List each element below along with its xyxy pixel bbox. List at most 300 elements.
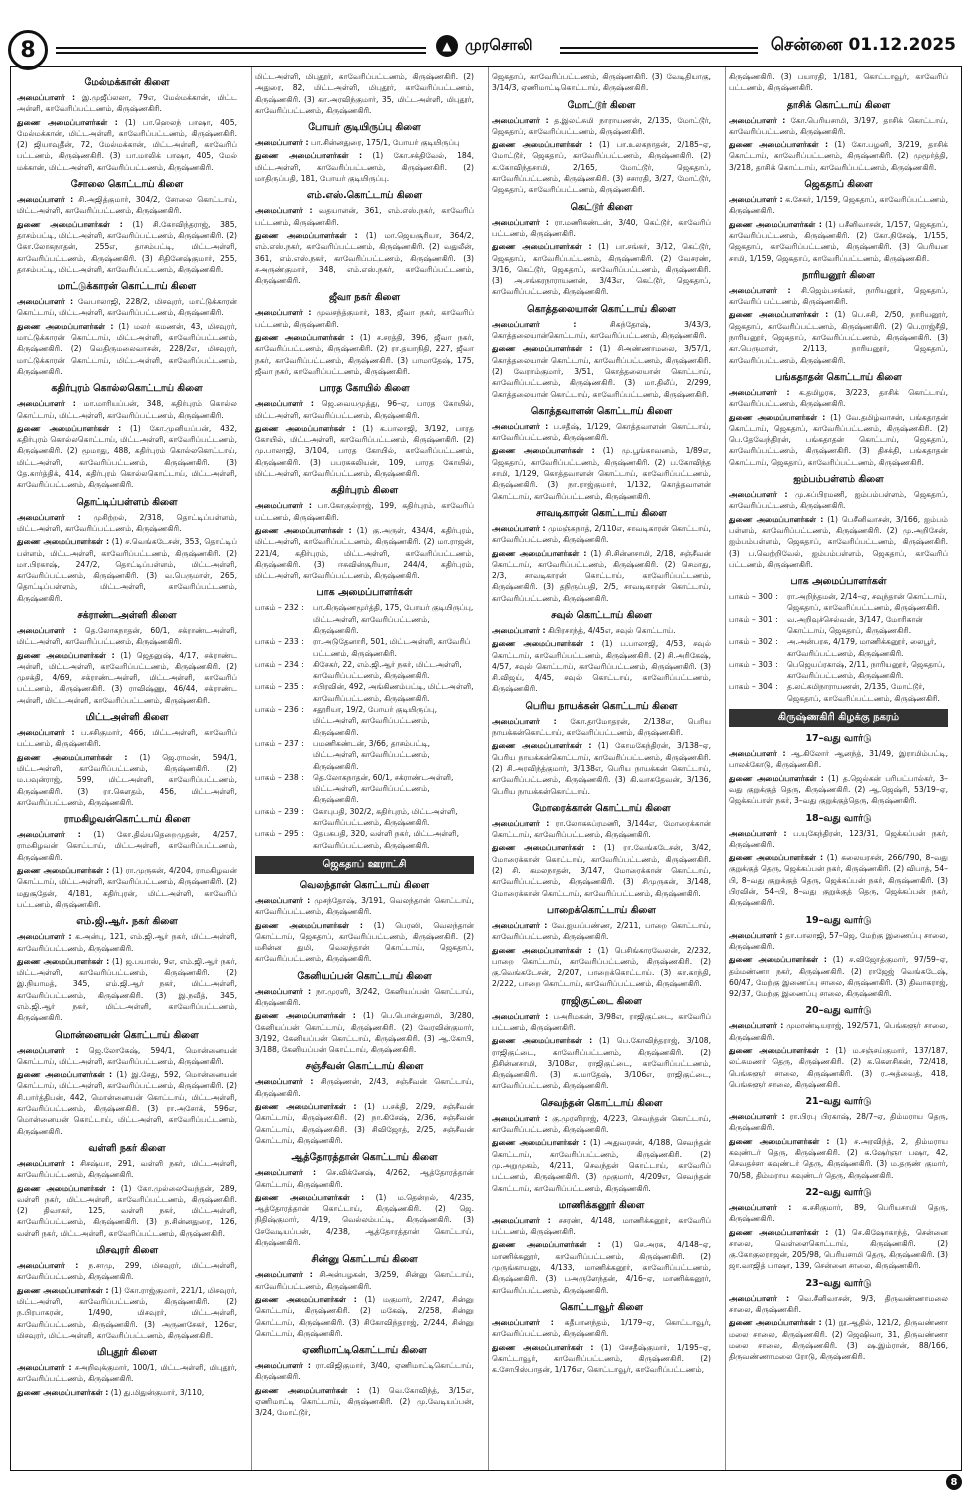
booth-organizer: பெஜெயப்ரகாஷ், 2/11, நாரியனூர், ஜெகதாப், காவேரிப்பட்டணம், கிருஷ்ணகிரி. xyxy=(787,659,946,681)
booth-organizer: அ.அன்பரசு, 4/179, மாணிக்கனூர், லைபூர், காவேரிப்பட்டணம், கிருஷ்ணகிரி. xyxy=(787,637,937,658)
organizer-entry xyxy=(492,625,711,636)
organizer-details: பா.சின்னதுரை, 175/1, போயர் குடியிருப்பு xyxy=(310,138,460,148)
branch-heading: சவுல் கொட்டாய் கிளை xyxy=(551,609,652,621)
organizer-details: சிசுந்தோஷ், 3/43/3, கொத்தலையான்கொட்டாய், காவேரிப்பட்டணம், கிருஷ்ணகிரி. xyxy=(492,319,711,341)
role-label: அமைப்பாளர் : xyxy=(255,501,312,511)
booth-organizer: தெ.லோகநாதன், 60/1, சக்ராண்டஅள்ளி, மிட்டஅள்ளி, காவேரிப்பட்டணம், கிருஷ்ணகிரி. xyxy=(313,772,454,805)
role-label: துணை அமைப்பாளர்கள் : xyxy=(17,752,128,762)
organizer-details: வெ.சீனிவாசன், 9/3, திருவண்ணாமலை சாலை, கிருஷ்ணகிரி. xyxy=(729,1293,948,1315)
organizer-details: சஅறிவுக்குமார், 100/1, மிட்டஅள்ளி, மிபுதூர், காவேரிப்பட்டணம், கிருஷ்ணகிரி. xyxy=(17,1363,237,1384)
organizer-entry xyxy=(729,489,948,512)
organizer-entry xyxy=(255,1192,474,1248)
organizer-entry xyxy=(729,954,948,999)
booth-number: பாகம் – 234 : xyxy=(255,659,304,669)
role-label: அமைப்பாளர் : xyxy=(17,93,76,102)
role-label: அமைப்பாளர் : xyxy=(17,1158,75,1168)
column-4 xyxy=(725,67,951,1470)
organizer-entry xyxy=(255,1385,474,1419)
role-label: அமைப்பாளர் : xyxy=(492,523,546,533)
role-label: துணை அமைப்பாளர்கள் : xyxy=(492,639,594,649)
role-label: அமைப்பாளர் : xyxy=(729,930,783,940)
newspaper-brand: முரசொலி xyxy=(465,36,533,54)
role-label: அமைப்பாளர் : xyxy=(729,195,783,205)
organizer-entry xyxy=(729,1227,948,1272)
organizer-details: (1) பெசீனிவாசன், 3/166, ஐம்பம் பள்ளம், காவேரிப்பட்டணம், கிருஷ்ணகிரி. (2) மு.அறிசேன், ஐம்பம்பள்ளம், ஜெகதாப், காவேரிப்பட்டணம், கிருஷ்ணகிரி. (3) ப.வெற்றிவேல், ஐம்பம்பள்ளம், ஜெகதாப், காவேரிப் பட்டணம், கிருஷ்ணகிரி. xyxy=(729,514,948,569)
organizer-details: ப.யுகேந்திரன், 123/31, ஜெக்கப்பன் நகர், கிருஷ்ணகிரி. xyxy=(729,828,948,849)
booth-number: பாகம் – 300 : xyxy=(729,592,778,602)
organizer-entry xyxy=(17,423,237,491)
organizer-entry xyxy=(255,1010,474,1055)
logo-icon: ▲ xyxy=(436,35,458,57)
organizer-details: வதயாளன், 361, எம்.எஸ்.நகர், காவேரிப் பட்டணம், கிருஷ்ணகிரி. xyxy=(255,206,474,227)
section-banner: ஜெகதாப் ஊராட்சி xyxy=(255,856,474,874)
role-label: துணை அமைப்பாளர்கள் : xyxy=(255,1011,356,1021)
role-label: துணை அமைப்பாளர்கள் : xyxy=(17,219,123,229)
role-label: துணை அமைப்பாளர்கள் : xyxy=(17,117,118,127)
branch-heading: செவந்தன் கொட்டாய் கிளை xyxy=(540,1097,663,1109)
organizer-details: ப.சசிகுமார், 466, மிட்டஅள்ளி, காவேரிப் பட்டணம், கிருஷ்ணகிரி. xyxy=(17,728,237,749)
branch-heading: மாட்டுக்காரன் கொட்டாய் கிளை xyxy=(57,281,197,293)
organizer-entry xyxy=(17,219,237,275)
role-label: துணை அமைப்பாளர்கள் : xyxy=(255,1102,357,1112)
booth-entry xyxy=(255,704,474,738)
booth-organizer: வ.அறிவுச்செல்வன், 3/147, மோரிகான் கொட்டாய், ஜெகதாப், கிருஷ்ணகிரி. xyxy=(787,614,923,635)
branch-heading: சாவடிகாரன் கொட்டாய் கிளை xyxy=(536,507,667,519)
role-label: அமைப்பாளர் : xyxy=(492,1317,554,1327)
branch-heading: 21–வது வார்டு xyxy=(805,1096,872,1108)
organizer-entry xyxy=(492,945,711,990)
branch-heading: மிசவுரர் கிளை xyxy=(95,1245,159,1257)
organizer-details: (1) பா.உலகநாதன், 2/185–ஏ, மோட்டூர், ஜெகதாப், காவேரிப்பட்டணம், கிருஷ்ணகிரி. (2) க.கோவிந்தசாமி, 2/165, மோட்டூர், ஜெகதாப், காவேரிப்பட்டணம், கிருஷ்ணகிரி. (3) சசாரதி, 3/27, மோட்டூர், ஜெகதாப், காவேரிப்பட்டணம், கிருஷ்ணகிரி. xyxy=(492,140,711,195)
branch-heading: ராமகிழவன்கொட்டாய் கிளை xyxy=(63,814,191,826)
organizer-details: சசரண், 4/148, மாணிக்கனூர், காவேரிப் பட்டணம், கிருஷ்ணகிரி. xyxy=(492,1215,711,1237)
organizer-entry xyxy=(492,638,711,694)
masthead-rule-left xyxy=(56,47,426,54)
organizer-entry xyxy=(729,285,948,308)
role-label: துணை அமைப்பாளர்கள் : xyxy=(729,140,829,150)
organizer-details: (1) பெ.கோவிந்தராஜ், 3/108, ராஜிகுட்டை, காவேரிப்பட்டணம், கிருஷ்ணகிரி. (2) திசின்னசாமி, 3/108எ, ராஜிகுட்டை, காவேரிப்பட்டணம், கிருஷ்ணகிரி. (3) க.மாதேஷ், 3/106எ, ராஜிகுட்டை, காவேரிப்பட்டணம், கிருஷ்ணகிரி. xyxy=(492,1036,711,1091)
organizer-details: (1) ச.சரத்தி, 396, ஜீவா நகர், காவேரிப்பட்டணம், கிருஷ்ணகிரி. (2) ரா.தயாநிதி, 227, ஜீவா நகர், காவேரிப்பட்டணம், கிருஷ்ணகிரி. (3) பாமாதேஷ், 175, ஜீவா நகர், காவேரிப்பட்டணம், கிருஷ்ணகிரி. xyxy=(255,333,474,376)
branch-heading: பாக அமைப்பாளர்கள் xyxy=(316,587,413,599)
branch-heading: மொன்னையன் கொட்டாய் கிளை xyxy=(55,1029,199,1041)
organizer-entry xyxy=(729,1045,948,1090)
organizer-details: சிசஷ்யா, 291, வள்ளி நகர், மிட்டஅள்ளி, காவேரிப்பட்டணம், கிருஷ்ணகிரி. xyxy=(17,1158,237,1180)
role-label: அமைப்பாளர் : xyxy=(492,818,550,828)
organizer-details: (1) ஜெதனுஷ், 4/17, சக்ராண்ட அள்ளி, மிட்டஅள்ளி, காவேரிப்பட்டணம், கிருஷ்ணகிரி. (2) முசக்தி, 4/69, சக்ராண்டஅள்ளி, மிட்டஅள்ளி, காவேரிப் பட்டணம், கிருஷ்ணகிரி. (3) ராவிஷ்ணு, 46/44, சக்ராண்ட அள்ளி, மிட்டஅள்ளி, காவேரிப்பட்டணம், கிருஷ்ணகிரி. xyxy=(17,650,237,705)
organizer-details: வே.ஐயப்பண்ண, 2/211, பாறை கொட்டாய், காவேரிப்பட்டணம், கிருஷ்ணகிரி. xyxy=(492,920,711,942)
organizer-details: ஜெகதாப், காவேரிப்பட்டணம், கிருஷ்ணகிரி. (3) வேடிதியாகு, 3/14/3, ஏணிமாட்டிகொட்டாய், கிருஷ்ணகிரி. xyxy=(492,72,711,93)
organizer-entry xyxy=(17,398,237,421)
branch-heading: ராஜிகுட்டை கிளை xyxy=(561,995,642,1007)
branch-heading: கொத்தவாளன் கொட்டாய் கிளை xyxy=(530,405,673,417)
booth-organizer: ரா.அறிந்தமன், 2/14–ஏ, சவுந்தான் கொட்டாய், ஜெகதாப், காவேரிப்பட்டணம், கிருஷ்ணகிரி. xyxy=(787,592,947,613)
organizer-entry xyxy=(255,307,474,330)
role-label: துணை அமைப்பாளர்கள் : xyxy=(729,1046,829,1055)
organizer-entry xyxy=(255,1101,474,1146)
organizer-entry xyxy=(17,194,237,217)
organizer-entry xyxy=(492,1035,711,1091)
organizer-entry xyxy=(492,1239,711,1295)
booth-organizer: சபிரவின், 492, அங்கிணம்பட்டி, மிட்டஅள்ளி, காவேரிப்பட்டணம், கிருஷ்ணகிரி. xyxy=(313,682,474,703)
organizer-details: (1) வே.தமிழ்வாசன், பங்கதாதன் கொட்டாய், ஜெகதாப், காவேரிப்பட்டணம், கிருஷ்ணகிரி. (2) பெ.தேவேந்திரன், பங்கதாதன் கொட்டாய், ஜெகதாப், காவேரிப்பட்டணம், கிருஷ்ணகிரி. (3) திசக்தி, பங்கதாதன் கொட்டாய், ஜெகதாப், காவேரிப்பட்டணம், கிருஷ்ணகிரி. xyxy=(729,412,949,467)
role-label: துணை அமைப்பாளர்கள் : xyxy=(729,773,824,783)
role-label: அமைப்பாளர் : xyxy=(492,1113,548,1123)
branch-heading: சின்னு கொட்டாய் கிளை xyxy=(311,1254,418,1266)
role-label: அமைப்பாளர் : xyxy=(255,895,311,905)
role-label: அமைப்பாளர் : xyxy=(17,1045,79,1055)
organizer-entry xyxy=(255,920,474,965)
role-label: துணை அமைப்பாளர்கள் : xyxy=(492,140,593,150)
organizer-details: (1) பெசிங்காரவேலன், 2/232, பாறை கொட்டாய், காவேரிப்பட்டணம், கிருஷ்ணகிரி. (2) கு.வெங்கடேசன், 2/207, பாறைக்கொட்டாய். (3) கா.காந்தி, 2/222, பாறை கொட்டாய், காவேரிப்பட்டணம், கிருஷ்ணகிரி. xyxy=(492,945,712,989)
booth-organizer: சதூரியா, 19/2, போயர் குடியிருப்பு, மிட்டஅள்ளி, காவேரிப்பட்டணம், கிருஷ்ணகிரி. xyxy=(313,705,438,737)
booth-organizer: ரா.அடுதேனாரி, 501, மிட்டஅள்ளி, காவேரிப் பட்டணம், கிருஷ்ணகிரி. xyxy=(313,637,471,658)
organizer-details: (1) பெ.பொன்துசாமி, 3/280, கேனியப்பன் கொட்டாய், கிருஷ்ணகிரி. (2) வேரவின்குமார், 3/192, கேனியப்பன் கொட்டாய், கிருஷ்ணகிரி. (3) ஆ.கோபி, 3/188, கேனியப்பன் கொட்டாய், கிருஷ்ணகிரி. xyxy=(255,1011,474,1055)
organizer-details: க.சேகர், 1/159, ஜெகதாப், காவேரிப்பட்டணம், கிருஷ்ணகிரி. xyxy=(729,195,948,216)
organizer-entry xyxy=(17,536,237,604)
organizer-entry xyxy=(729,773,948,807)
organizer-entry xyxy=(17,1158,237,1181)
section-banner: கிருஷ்ணகிரி கிழக்கு நகரம் xyxy=(729,709,948,727)
booth-entry xyxy=(255,772,474,806)
role-label: அமைப்பாளர் : xyxy=(729,1293,790,1303)
booth-entry xyxy=(255,806,474,829)
organizer-details: (1) பா.ஹெலந் பாஷா, 405, மேல்மக்கான், மிட்டஅள்ளி, காவேரிப்பட்டணம், கிருஷ்ணகிரி. (2) ஜியாவுதீன், 72, மேல்மக்கான், மிட்டஅள்ளி, காவேரிப் பட்டணம், கிருஷ்ணகிரி. (3) பா.மாலிக் பாஷா, 405, மேல் மக்கான், மிட்டஅள்ளி, காவேரிப்பட்டணம், கிருஷ்ணகிரி. xyxy=(17,117,237,172)
booth-entry xyxy=(729,681,948,704)
organizer-details: முசிற்றல், 2/318, தொட்டிப்பள்ளம், மிட்டஅள்ளி, காவேரிப்பட்டணம், கிருஷ்ணகிரி. xyxy=(17,512,237,533)
role-label: அமைப்பாளர் : xyxy=(729,387,790,397)
organizer-details: (1) கோ.திவ்யதெறைமுதன், 4/257, ராமகிழவன் கொட்டாய், மிட்டஅள்ளி, காவேரிப்பட்டணம், கிருஷ்ணகிரி. xyxy=(17,830,237,862)
role-label: துணை அமைப்பாளர்கள் : xyxy=(729,853,823,863)
booth-entry xyxy=(255,659,474,682)
role-label: துணை அமைப்பாளர்கள் : xyxy=(492,548,587,558)
role-label: துணை அமைப்பாளர்கள் : xyxy=(729,310,829,320)
organizer-details: (1) பெ.சசி, 2/50, நாரியனூர், ஜெகதாப், காவேரிப்பட்டணம், கிருஷ்ணகிரி. (2) பெ.ராஜ்சீதி, நாரியனூர், ஜெகதாப், காவேரிப்பட்டணம், கிருஷ்ணகிரி. (3) கா.பெருமாள், 2/113, நாரியனூர், ஜெகதாப், காவேரிப்பட்டணம், கிருஷ்ணகிரி. xyxy=(729,310,949,365)
booth-number: பாகம் – 235 : xyxy=(255,682,304,692)
organizer-details: மிட்டஅள்ளி, மிபுதூர், காவேரிப்பட்டணம், கிருஷ்ணகிரி. (2) அதுரை, 82, மிட்டஅள்ளி, மிபுதூர், காவேரிப்பட்டணம், கிருஷ்ணகிரி. (3) கா.அரவிந்குமார், 35, மிட்டஅள்ளி, மிபுதூர், காவேரிப்பட்டணம், கிருஷ்ணகிரி. xyxy=(255,72,474,115)
role-label: அமைப்பாளர் : xyxy=(17,1363,72,1373)
branch-heading: பெரிய நாயக்கன் கொட்டாய் கிளை xyxy=(525,700,678,712)
booth-number: பாகம் – 233 : xyxy=(255,637,304,647)
role-label: அமைப்பாளர் : xyxy=(255,206,313,216)
organizer-entry xyxy=(255,398,474,421)
organizer-details: (1) மலர் கமணன், 43, மிசவுரர், மாட்டுக்காரன் கொட்டாய், மிட்டஅள்ளி, காவேரிப்பட்டணம், கிருஷ்ணகிரி. (2) வெதிருமலைவாசன், 228/2எ, மிசவுரர், மாட்டுக்காரன் கொட்டாய், மிட்டஅள்ளி, காவேரிப்பட்டணம், கிருஷ்ணகிரி. xyxy=(17,321,238,376)
branch-heading: பாரத கோயில் கிளை xyxy=(319,383,410,395)
column-1 xyxy=(14,67,240,1470)
role-label: துணை அமைப்பாளர்கள் : xyxy=(729,955,827,965)
organizer-details: ஜெ.லோகேஷ், 594/1, மொன்னையன் கொட்டாய், மிட்டஅள்ளி, காவேரிப்பட்டணம், கிருஷ்ணகிரி. xyxy=(17,1045,237,1066)
organizer-entry xyxy=(17,650,237,706)
organizer-entry xyxy=(17,829,237,863)
role-label: அமைப்பாளர் : xyxy=(255,986,312,996)
role-label: அமைப்பாளர் : xyxy=(255,138,309,148)
masthead-rule-right xyxy=(560,47,758,54)
organizer-entry xyxy=(255,986,474,1009)
organizer-details: ஜெ.வையமுத்து, 96–ஏ, பாரத கோயில், மிட்டஅள்ளி, காவேரிப்பட்டணம், கிருஷ்ணகிரி. xyxy=(255,399,474,420)
organizer-entry xyxy=(729,115,948,138)
booth-number: பாகம் – 295 : xyxy=(255,829,304,839)
role-label: துணை அமைப்பாளர்கள் : xyxy=(255,1192,365,1202)
organizer-entry xyxy=(17,865,237,910)
booth-number: பாகம் – 237 : xyxy=(255,738,304,748)
booth-organizer: த.லட்சுமிநாராயணன், 2/135, மோட்டூர், ஜெகதாப், காவேரிப்பட்டணம், கிருஷ்ணகிரி. xyxy=(787,682,940,703)
organizer-entry xyxy=(17,931,237,954)
branch-heading: சக்ராண்டஅள்ளி கிளை xyxy=(77,609,177,621)
organizer-entry xyxy=(729,852,948,908)
role-label: துணை அமைப்பாளர்கள் : xyxy=(492,741,592,751)
organizer-details: கோ.பெரியசாமி, 3/197, தாசிக் கொட்டாய், காவேரிப்பட்டணம், கிருஷ்ணகிரி. xyxy=(729,115,948,136)
organizer-entry xyxy=(729,1136,948,1181)
organizer-details: சி.அஜித்குமார், 304/2, சோலை கொட்டாய், மிட்டஅள்ளி, காவேரிப்பட்டணம், கிருஷ்ணகிரி. xyxy=(17,195,237,216)
role-label: அமைப்பாளர் : xyxy=(17,195,74,205)
organizer-entry xyxy=(17,1387,237,1398)
organizer-entry xyxy=(492,818,711,841)
organizer-details: (1) து.மிதுன்குமார், 3/110, xyxy=(110,1387,205,1397)
organizer-details: (1) கோ.ராஜ்குமார், 221/1, மிசவுரர், மிட்டஅள்ளி, காவேரிப்பட்டணம், கிருஷ்ணகிரி. (2) ந.பிரபாகரன், 1/490, மிசவுரர், மிட்டஅள்ளி, காவேரிப்பட்டணம், கிருஷ்ணகிரி. (3) அருணசேகர், 126எ, மிசவுரர், மிட்டஅள்ளி, காவேரிப்பட்டணம், கிருஷ்ணகிரி. xyxy=(17,1285,237,1340)
role-label: அமைப்பாளர் : xyxy=(729,115,786,125)
organizer-details: (1) சிஅண்ணாமலை, 3/57/1, கொத்தலையான் கொட்டாய், காவேரிப்பட்டணம், கிருஷ்ணகிரி. (2) வேராம்குமார், 3/51, கொத்தலையான் கொட்டாய், காவேரிப்பட்டணம், கிருஷ்ணகிரி. (3) மா.திலீப், 2/299, கொத்தலையான் கொட்டாய், காவேரிப்பட்டணம், கிருஷ்ணகிரி. xyxy=(492,344,711,399)
organizer-entry xyxy=(255,137,474,148)
organizer-details: வேபாலாஜி, 228/2, மிசவுரர், மாட்டுக்காரன் கொட்டாய், மிட்டஅள்ளி, காவேரிப்பட்டணம், கிருஷ்ணகிரி. xyxy=(17,297,238,318)
role-label: அமைப்பாளர் : xyxy=(17,1261,79,1271)
branch-heading: மோட்டூர் கிளை xyxy=(567,99,636,111)
organizer-entry xyxy=(17,752,237,808)
role-label: துணை அமைப்பாளர்கள் : xyxy=(492,843,596,853)
booth-number: பாகம் – 238 : xyxy=(255,772,304,782)
organizer-details: (1) கோ.சக்திவேல், 184, மிட்டஅள்ளி, காவேரிப்பட்டணம், கிருஷ்ணகிரி. (2) மாதிருப்பதி, 181, போயர் குடியிருப்பு. xyxy=(255,151,474,184)
role-label: அமைப்பாளர் : xyxy=(492,920,548,930)
organizer-details: (1) வெ.கோவிந்த், 3/15எ, ஏணிமாட்டி கொட்டாய், கிருஷ்ணகிரி. (2) மு.வேடியப்பன், 3/24, மோட்டூர், xyxy=(255,1385,474,1418)
organizer-entry xyxy=(17,1362,237,1385)
organizer-details: பஅரிமகன், 3/98எ, ராஜிகுட்டை, காவேரிப் பட்டணம், கிருஷ்ணகிரி. xyxy=(492,1011,711,1032)
role-label: அமைப்பாளர் : xyxy=(255,399,314,409)
booth-entry xyxy=(255,681,474,704)
role-label: துணை அமைப்பாளர்கள் : xyxy=(255,423,356,433)
role-label: அமைப்பாளர் : xyxy=(729,1112,785,1122)
role-label: அமைப்பாளர் : xyxy=(729,490,788,500)
organizer-entry xyxy=(255,71,474,116)
role-label: அமைப்பாளர் : xyxy=(492,319,577,329)
organizer-details: (1) ப.பாலாஜி, 4/53, சவுல் கொட்டாய், காவேரிப்பட்டணம், கிருஷ்ணகிரி. (2) சி.அரிகேஷ், 4/57, சவுல் கொட்டாய், காவேரிப்பட்டணம், கிருஷ்ணகிரி. (3) சி.விஜய், 4/45, சவுல் கொட்டாய், காவேரிப்பட்டணம், கிருஷ்ணகிரி. xyxy=(492,639,712,694)
role-label: துணை அமைப்பாளர்கள் : xyxy=(492,242,592,252)
role-label: துணை அமைப்பாளர்கள் : xyxy=(729,219,822,229)
booth-entry xyxy=(255,636,474,659)
organizer-entry xyxy=(255,230,474,286)
organizer-entry xyxy=(255,423,474,479)
role-label: அமைப்பாளர் : xyxy=(492,1011,549,1021)
role-label: அமைப்பாளர் : xyxy=(255,1077,314,1087)
branch-heading: 23–வது வார்டு xyxy=(805,1277,872,1289)
organizer-entry xyxy=(17,117,237,173)
role-label: அமைப்பாளர் : xyxy=(255,1361,311,1371)
organizer-entry xyxy=(255,895,474,918)
organizer-details: (1) கோ.முல்லைவேந்தன், 289, வள்ளி நகர், மிட்டஅள்ளி, காவேரிப்பட்டணம், கிருஷ்ணகிரி. (2) திவாகர், 125, வள்ளி நகர், மிட்டஅள்ளி, காவேரிப்பட்டணம், கிருஷ்ணகிரி. (3) ந.சின்னதுரை, 126, வள்ளி நகர், மிட்டஅள்ளி, காவேரிப்பட்டணம், கிருஷ்ணகிரி. xyxy=(17,1183,237,1238)
booth-organizer: கிசேகர், 22, எம்.ஜி.ஆர் நகர், மிட்டஅள்ளி, காவேரிப்பட்டணம், கிருஷ்ணகிரி. xyxy=(313,659,462,681)
role-label: அமைப்பாளர் : xyxy=(729,749,786,759)
role-label: துணை அமைப்பாளர்கள் : xyxy=(492,1342,594,1352)
column-2 xyxy=(251,67,477,1470)
booth-entry xyxy=(729,659,948,682)
organizer-entry xyxy=(492,523,711,546)
branch-heading: ஆத்தோரத்தான் கொட்டாய் கிளை xyxy=(291,1152,438,1164)
role-label: அமைப்பாளர் : xyxy=(17,932,72,942)
organizer-details: (1) கோ.முனியப்பன், 432, கதிர்புரம் கொல்லகொட்டாய், மிட்டஅள்ளி, காவேரிப்பட்டணம், கிருஷ்ணகிரி. (2) மூமாது, 488, கதிர்புரம் கொல்லகொட்டாய், மிட்டஅள்ளி, காவேரிப்பட்டணம், கிருஷ்ணகிரி. (3) தே.கார்த்திக், 414, கதிர்புரம் கொல்லகொட்டாய், மிட்டஅள்ளி, காவேரிப்பட்டணம், கிருஷ்ணகிரி. xyxy=(17,423,238,490)
organizer-details: இ.முஜீப்லலா, 79எ, மேல்மக்கான், மிட்ட அள்ளி, காவேரிப்பட்டணம், கிருஷ்ணகிரி. xyxy=(17,93,237,114)
role-label: துணை அமைப்பாளர்கள் : xyxy=(17,1070,113,1080)
organizer-entry xyxy=(729,71,948,94)
organizer-details: முவசந்த்குமார், 183, ஜீவா நகர், காவேரிப் பட்டணம், கிருஷ்ணகிரி. xyxy=(255,308,474,329)
organizer-details: (1) ஜ.பயாஸ், 9எ, எம்.ஜி.ஆர் நகர், மிட்டஅள்ளி, காவேரிப்பட்டணம், கிருஷ்ணகிரி. (2) இ.நியாமத், 345, எம்.ஜி.ஆர் நகர், மிட்டஅள்ளி, காவேரிப்பட்டணம், கிருஷ்ணகிரி. (3) இ.நவீத், 345, எம்.ஜி.ஆர் நகர், மிட்டஅள்ளி, காவேரிப்பட்டணம், கிருஷ்ணகிரி. xyxy=(17,956,237,1023)
role-label: துணை அமைப்பாளர்கள் : xyxy=(492,344,593,354)
organizer-details: ரா.விஜிகுமார், 3/40, ஏணிமாட்டிகொட்டாய், கிருஷ்ணகிரி. xyxy=(255,1361,474,1382)
organizer-details: (1) கலையரசன், 266/790, 8–வது குறுக்குத் தெரு, ஜெக்கப்பன் நகர், கிருஷ்ணகிரி. (2) விபாத், 54–பி, 8–வது குறுக்குத் தெரு, ஜெக்கப்பன் நகர், கிருஷ்ணகிரி. (3) பிரவின், 54–பி, 8–வது குறுக்குத் தெரு, ஜெக்கப்பன் நகர், கிருஷ்ணகிரி. xyxy=(729,853,949,908)
masthead xyxy=(8,30,964,70)
branch-heading: வெலந்தான் கொட்டாய் கிளை xyxy=(299,879,430,891)
organizer-details: ஆ.கிலோர் ஆனந்த், 31/49, இராமிம்பட்டி, பாலக்கோடு, கிருஷ்ணகிரி. xyxy=(729,749,948,770)
role-label: அமைப்பாளர் : xyxy=(255,1168,317,1178)
booth-entry xyxy=(255,828,474,851)
booth-organizer: தேபகபதி, 320, வள்ளி நகர், மிட்டஅள்ளி, காவேரிப்பட்டணம், கிருஷ்ணகிரி. xyxy=(313,829,459,850)
organizer-entry xyxy=(729,1111,948,1134)
organizer-details: (1) இ.சேது, 592, மொன்னையன் கொட்டாய், மிட்டஅள்ளி, காவேரிப்பட்டணம், கிருஷ்ணகிரி. (2) சி.பார்த்திபன், 442, மொன்னையன் கொட்டாய், மிட்டஅள்ளி, காவேரிப்பட்டணம், கிருஷ்ணகிரி. (3) ரா.அசோக், 596எ, மொன்னையன் கொட்டாய், மிட்டஅள்ளி, காவேரிப்பட்டணம், கிருஷ்ணகிரி. xyxy=(17,1070,237,1136)
organizer-details: கோ.தாமோதரன், 2/138எ, பெரிய நாயக்கன்கொட்டாய், காவேரிப்பட்டணம், கிருஷ்ணகிரி. xyxy=(492,716,711,738)
organizer-entry xyxy=(492,421,711,444)
role-label: துணை அமைப்பாளர்கள் : xyxy=(729,1136,830,1146)
role-label: அமைப்பாளர் : xyxy=(17,625,77,635)
role-label: துணை அமைப்பாளர்கள் : xyxy=(17,1183,115,1193)
branch-heading: கதிர்புரம் கொல்லகொட்டாய் கிளை xyxy=(51,383,203,395)
booth-entry xyxy=(729,636,948,659)
dateline: சென்னை 01.12.2025 xyxy=(770,35,956,55)
organizer-details: (1) ரா.வேங்கடேசன், 3/42, மோரைக்கான் கொட்டாய், காவேரிப்பட்டணம், கிருஷ்ணகிரி. (2) சி. கமலநாதன், 3/147, மோரைக்கான் கொட்டாய், காவேரிப்பட்டணம், கிருஷ்ணகிரி. (3) சிமுருகன், 3/148, மோரைக்கான் கொட்டாய், காவேரிப்பட்டணம், கிருஷ்ணகிரி. xyxy=(492,843,711,898)
organizer-entry xyxy=(492,1317,711,1340)
organizer-entry xyxy=(492,1011,711,1034)
branch-heading: 22–வது வார்டு xyxy=(805,1186,872,1198)
role-label: அமைப்பாளர் : xyxy=(729,1202,792,1212)
branch-heading: பாறைக்கொட்டாய் கிளை xyxy=(547,904,656,916)
organizer-entry xyxy=(17,625,237,648)
organizer-details: (1) த.ஜெல்கன் பரிபட்பால்கர், 3–வது குறுக்குத் தெரு, கிருஷ்ணகிரி. (2) ஆ.ஜெஷ்ரி, 53/19–ஏ, ஜெக்கப்பாள் நகர், 3–வது குறுக்குத்தெரு, கிருஷ்ணகிரி. xyxy=(729,773,948,806)
organizer-entry xyxy=(255,1076,474,1099)
role-label: துணை அமைப்பாளர்கள் : xyxy=(17,650,115,660)
branch-heading: 17–வது வார்டு xyxy=(805,733,872,745)
organizer-entry xyxy=(492,1342,711,1376)
organizer-entry xyxy=(255,150,474,184)
organizer-details: க.சசிகுமார், 89, பெரியசாமி தெரு, கிருஷ்ணகிரி. xyxy=(729,1202,948,1224)
organizer-details: ரா.பிரபு பிரகாஷ், 28/7–ஏ, திம்மராய தெரு, கிருஷ்ணகிரி. xyxy=(729,1112,948,1133)
branch-heading: தொட்டிப்பள்ளம் கிளை xyxy=(76,496,178,508)
branch-heading: ஜீவா நகர் கிளை xyxy=(328,292,401,304)
organizer-entry xyxy=(729,748,948,771)
organizer-entry xyxy=(17,92,237,115)
organizer-entry xyxy=(492,241,711,297)
branch-heading: கொட்டாவூர் கிளை xyxy=(560,1301,643,1313)
organizer-entry xyxy=(729,194,948,217)
branch-heading: பாக அமைப்பாளர்கள் xyxy=(790,576,887,588)
organizer-entry xyxy=(255,525,474,581)
branch-heading: 18–வது வார்டு xyxy=(805,812,872,824)
branch-heading: ஐம்பம்பள்ளம் கிளை xyxy=(793,474,884,486)
branch-heading: எம்.ஜி.ஆர். நகர் கிளை xyxy=(76,916,178,928)
role-label: அமைப்பாளர் : xyxy=(492,625,546,635)
role-label: துணை அமைப்பாளர்கள் : xyxy=(255,230,358,240)
organizer-details: தா.பாலாஜி, 57–ஜெ, மேற்கு இணைப்பு சாலை, கிருஷ்ணகிரி. xyxy=(729,930,948,951)
role-label: துணை அமைப்பாளர்கள் : xyxy=(17,1387,109,1397)
booth-organizer: கோபுபதி, 302/2, கதிர்புரம், மிட்டஅள்ளி, காவேரிப்பட்டணம், கிருஷ்ணகிரி. xyxy=(313,806,458,828)
booth-entry xyxy=(255,738,474,772)
booth-number: பாகம் – 239 : xyxy=(255,806,304,816)
branch-heading: போயர் குடியிருப்பு கிளை xyxy=(308,122,421,134)
organizer-entry xyxy=(729,412,948,468)
organizer-entry xyxy=(729,309,948,365)
organizer-entry xyxy=(17,1045,237,1068)
organizer-entry xyxy=(255,1294,474,1339)
organizer-entry xyxy=(492,217,711,240)
organizer-entry xyxy=(17,727,237,750)
organizer-details: (1) ப.சக்தி, 2/29, சஞ்சீவன் கொட்டாய், கிருஷ்ணகிரி. (2) நா.கிசேஷ், 2/36, சஞ்சீவன் கொட்டாய், கிருஷ்ணகிரி. (3) சிவிஜோத், 2/25, சஞ்சீவன் கொட்டாய், கிருஷ்ணகிரி. xyxy=(255,1102,474,1145)
organizer-details: த.இலட்சுமி நாராயணன், 2/135, மோட்டூர், ஜெகதாப், காவேரிப்பட்டணம், கிருஷ்ணகிரி. xyxy=(492,115,711,136)
organizer-details: (1) ச.விஜோத்குமார், 97/59–ஏ, தம்மண்ணா நகர், கிருஷ்ணகிரி. (2) ராஜேஜ் வெங்கடேஷ், 60/47, மேற்கு இணைப்பு சாலை, கிருஷ்ணகிரி. (3) திவாகராஜ், 92/37, மேற்கு இணைப்பு சாலை, கிருஷ்ணகிரி. xyxy=(729,955,949,999)
booth-entry xyxy=(729,614,948,637)
organizer-details: (1) ம.தென்றல், 4/235, ஆத்தோரத்தான் கொட்டாய், கிருஷ்ணகிரி. (2) ஜெ. நிதிஷ்குமார், 4/19, வெல்லம்பட்டி, கிருஷ்ணகிரி. (3) சேவேடியப்பன், 4/238, ஆத்தோரத்தான் கொட்டாய், கிருஷ்ணகிரி. xyxy=(255,1192,474,1248)
organizer-details: (1) கோ.பழனி, 3/219, தாசிக் கொட்டாய், காவேரிப்பட்டணம், கிருஷ்ணகிரி. (2) முமூர்த்தி, 3/218, தாசிக் கொட்டாய், காவேரிப்பட்டணம், கிருஷ்ணகிரி. xyxy=(729,140,948,172)
organizer-entry xyxy=(492,842,711,898)
booth-number: பாகம் – 232 : xyxy=(255,603,304,613)
branch-heading: தாசிக் கொட்டாய் கிளை xyxy=(786,99,891,111)
role-label: அமைப்பாளர் : xyxy=(17,728,75,738)
role-label: அமைப்பாளர் : xyxy=(255,308,312,318)
branch-heading: கெட்டூர் கிளை xyxy=(570,201,633,213)
organizer-entry xyxy=(729,139,948,173)
organizer-details: மு.சுப்பிரமணி, ஐம்பம்பள்ளம், ஜெகதாப், காவேரிப்பட்டணம், கிருஷ்ணகிரி. xyxy=(729,490,948,511)
role-label: துணை அமைப்பாளர்கள் : xyxy=(492,945,592,955)
booth-entry xyxy=(255,602,474,636)
organizer-entry xyxy=(17,321,237,377)
branch-heading: மிட்டஅள்ளி கிளை xyxy=(85,712,169,724)
organizer-details: தெ.லோகநாதன், 60/1, சக்ராண்டஅள்ளி, மிட்டஅள்ளி, காவேரிப்பட்டணம், கிருஷ்ணகிரி. xyxy=(17,625,237,647)
role-label: துணை அமைப்பாளர்கள் : xyxy=(17,537,109,547)
organizer-entry xyxy=(492,71,711,94)
branch-heading: எம்.எஸ்.கொட்டாய் கிளை xyxy=(306,190,423,202)
organizer-details: (1) மு.பூங்காவனம், 1/89எ, ஜெகதாப், காவேரிப்பட்டணம், கிருஷ்ணகிரி. (2) ப.கோவிந்த சாமி, 1/129, கொத்தவாளன் கொட்டாய், காவேரிப்பட்டணம், கிருஷ்ணகிரி. (3) நா.ராஜ்குமார், 1/132, கொத்தவாளன் கொட்டாய், காவேரிப்பட்டணம், கிருஷ்ணகிரி. xyxy=(492,446,711,501)
branch-heading: வள்ளி நகர் கிளை xyxy=(88,1142,166,1154)
organizer-entry xyxy=(492,1137,711,1193)
organizer-entry xyxy=(17,512,237,535)
organizer-entry xyxy=(17,1069,237,1137)
organizer-details: (1) ரா.முருகன், 4/204, ராமகிழவன் கொட்டாய், மிட்டஅள்ளி, காவேரிப்பட்டணம், கிருஷ்ணகிரி. (2) மதுசூதேன், 4/181, கதிர்புரன், மிட்டஅள்ளி, காவேரிப் பட்டணம், கிருஷ்ணகிரி. xyxy=(17,866,238,909)
organizer-details: சி.ஜெம்பசங்கர், நாரியனூர், ஜெகதாப், காவேரிப் பட்டணம், கிருஷ்ணகிரி. xyxy=(729,285,948,307)
role-label: துணை அமைப்பாளர்கள் : xyxy=(255,151,363,161)
organizer-details: (1) செ.கிஷோகாந்த், சென்னை சாலை, வெள்ளைகொட்டாய், கிருஷ்ணகிரி. (2) கு.கோகுலராஜன், 205/98, பெரியசாமி தெரு, கிருஷ்ணகிரி. (3) ஜா.வாஜித் பாஷா, 139, சென்னை சாலை, கிருஷ்ணகிரி. xyxy=(729,1227,948,1271)
branch-heading: சஞ்சீவன் கொட்டாய் கிளை xyxy=(305,1061,424,1073)
role-label: அமைப்பாளர் : xyxy=(492,115,549,125)
role-label: துணை அமைப்பாளர்கள் : xyxy=(729,1227,829,1237)
organizer-entry xyxy=(255,332,474,377)
organizer-entry xyxy=(255,1360,474,1383)
organizer-entry xyxy=(729,930,948,953)
organizer-details: கதீபானந்தம், 1/179–ஏ, கொட்டாவூர், காவேரிப்பட்டணம், கிருஷ்ணகிரி. xyxy=(492,1317,712,1339)
role-label: அமைப்பாளர் : xyxy=(492,1215,551,1225)
organizer-details: க.அன்பு, 121, எம்.ஜி.ஆர் நகர், மிட்டஅள்ளி, காவேரிப்பட்டணம், கிருஷ்ணகிரி. xyxy=(17,932,237,953)
organizer-details: செ.விக்னேஷ், 4/262, ஆத்தோரத்தான் கொட்டாய், கிருஷ்ணகிரி. xyxy=(255,1168,474,1189)
organizer-entry xyxy=(492,343,711,399)
organizer-entry xyxy=(492,716,711,739)
organizer-details: (1) க.பாலாஜி, 3/192, பாரத கோயில், மிட்டஅள்ளி, காவேரிப்பட்டணம், கிருஷ்ணகிரி. (2) மு.பாலாஜி, 3/104, பாரத கோயில், காவேரிப்பட்டணம், கிருஷ்ணகிரி. (3) பபரசுகலியன், 109, பாரத கோயில், மிட்டஅள்ளி, காவேரிப்பட்டணம், கிருஷ்ணகிரி. xyxy=(255,423,475,479)
organizer-details: நா.முரளி, 3/242, கேனியப்பன் கொட்டாய், கிருஷ்ணகிரி. xyxy=(255,986,474,1007)
organizer-entry xyxy=(17,1285,237,1341)
booth-number: பாகம் – 302 : xyxy=(729,637,778,647)
organizer-entry xyxy=(729,1317,948,1362)
page-number: 8 xyxy=(8,30,48,70)
